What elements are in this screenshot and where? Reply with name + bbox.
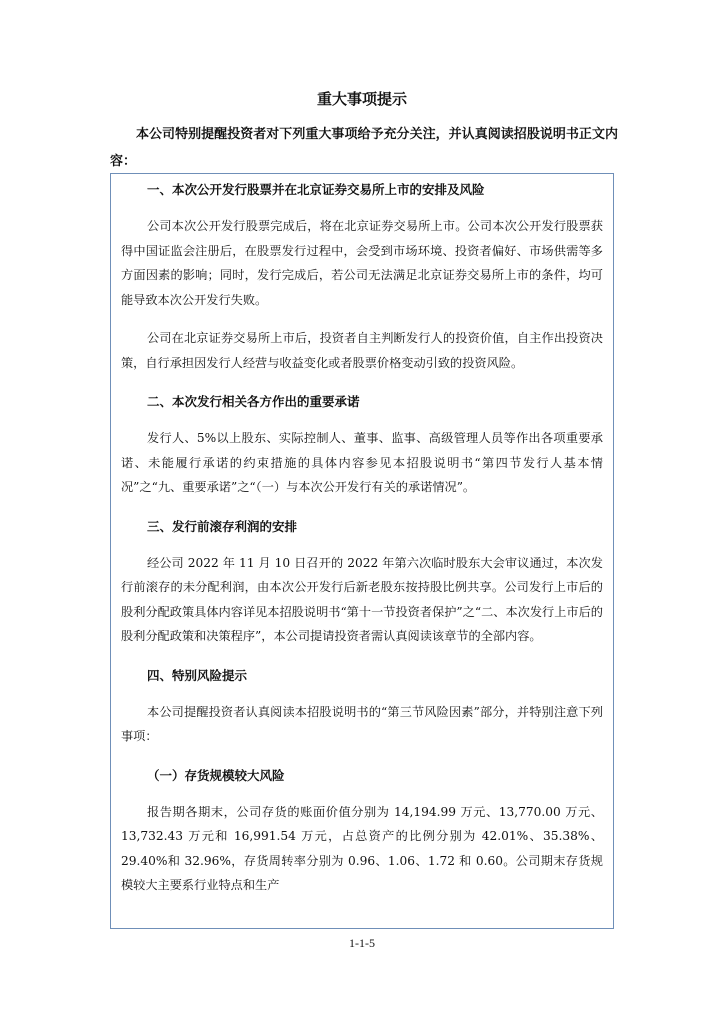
intro-paragraph: 本公司特别提醒投资者对下列重大事项给予充分关注，并认真阅读招股说明书正文内容： — [110, 127, 618, 169]
page-number: 1-1-5 — [349, 936, 375, 950]
page-title: 重大事项提示 — [316, 90, 407, 108]
section-heading-1: 一、本次公开发行股票并在北京证券交易所上市的安排及风险 — [147, 182, 485, 197]
section-heading-4: 四、特别风险提示 — [147, 667, 248, 683]
section-1-paragraph-2: 公司在北京证券交易所上市后，投资者自主判断发行人的投资价值，自主作出投资决策，自行承担因发行人经营与收益变化或者股票价格变动引致的投资风险。 — [121, 331, 603, 370]
section-1-paragraph-1: 公司本次公开发行股票完成后，将在北京证券交易所上市。公司本次公开发行股票获得中国证监会注册后，在股票发行过程中，会受到市场环境、投资者偏好、市场供需等多方面因素的影响；同时，发行完成后，若公司无法满足北京证券交易所上市的条件，均可能导致本次公开发行失败。 — [121, 219, 603, 307]
key-matters-box — [110, 173, 614, 929]
section-3-paragraph-1: 经公司 2022 年 11 月 10 日召开的 2022 年第六次临时股东大会审议通过，本次发行前滚存的未分配利润，由本次公开发行后新老股东按持股比例共享。公司发行上市后的股利分配政策具体内容详见本招股说明书“第十一节投资者保护”之“二、本次发行上市后的股利分配政策和决策程序”，本公司提请投资者需认真阅读该章节的全部内容。 — [121, 555, 603, 643]
section-heading-2: 二、本次发行相关各方作出的重要承诺 — [147, 394, 360, 409]
subsection-heading: （一）存货规模较大风险 — [147, 767, 285, 783]
section-heading-3: 三、发行前滚存利润的安排 — [147, 518, 298, 534]
section-4-paragraph-1: 本公司提醒投资者认真阅读本招股说明书的“第三节风险因素”部分，并特别注意下列事项： — [121, 704, 603, 743]
section-2-paragraph-1: 发行人、5%以上股东、实际控制人、董事、监事、高级管理人员等作出各项重要承诺、未能履行承诺的约束措施的具体内容参见本招股说明书“第四节发行人基本情况”之“九、重要承诺”之“（一）与本次公开发行有关的承诺情况”。 — [121, 431, 603, 494]
subsection-paragraph: 报告期各期末，公司存货的账面价值分别为 14,194.99 万元、13,770.00 万元、13,732.43 万元和 16,991.54 万元，占总资产的比例分别为 42.01%、35.38%、29.40%和 32.96%，存货周转率分别为 0.96、1.06、1.72 和 0.60。公司期末存货规模较大主要系行业特点和生产 — [121, 804, 603, 892]
